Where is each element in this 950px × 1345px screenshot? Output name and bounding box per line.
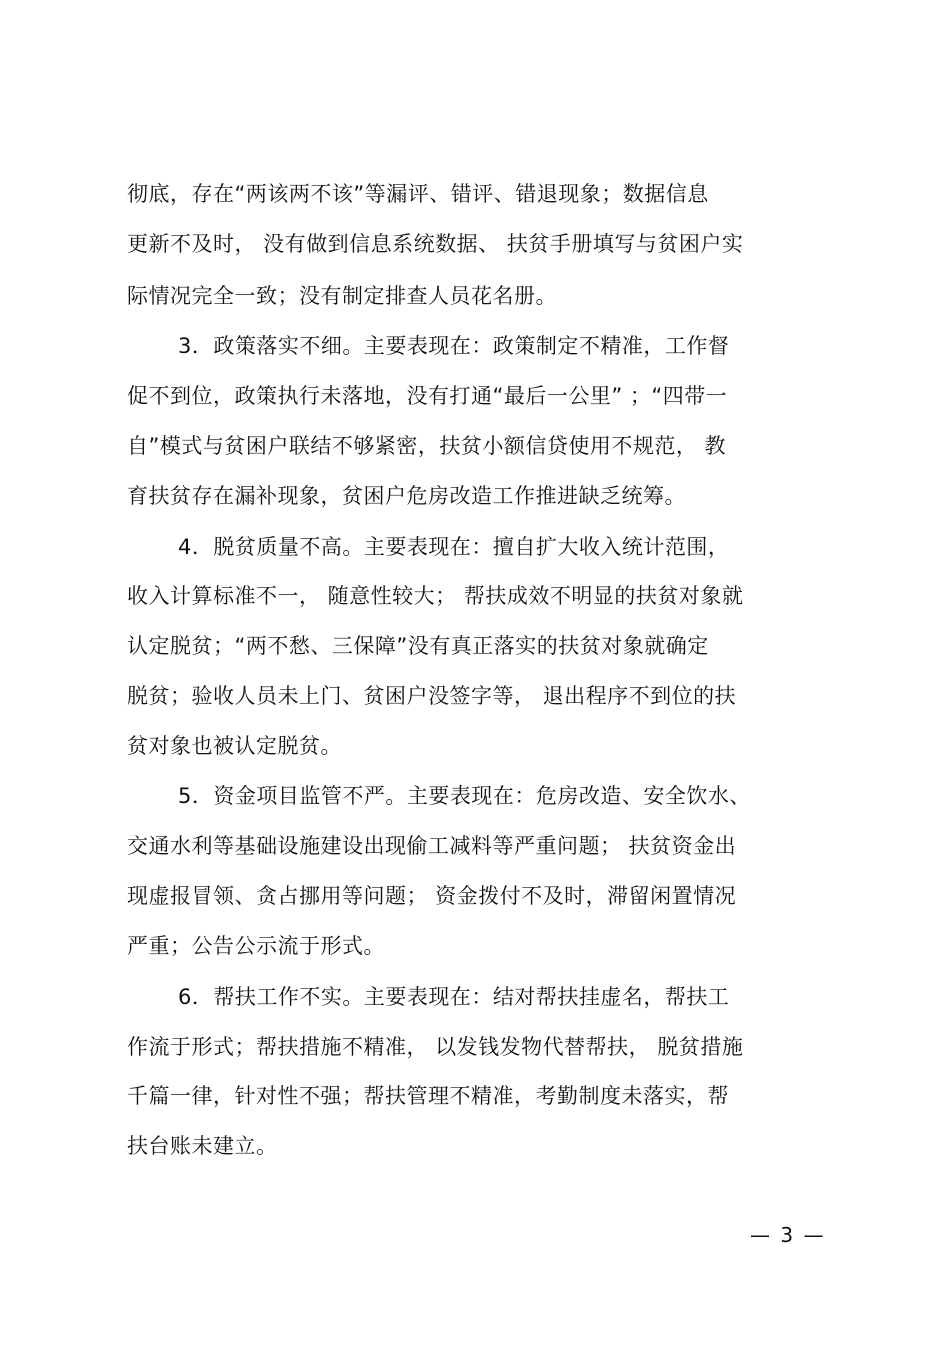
text-line: 更新不及时， 没有做到信息系统数据、 扶贫手册填写与贫困户实 [127,232,744,256]
text-line: 扶台账未建立。 [127,1134,278,1158]
paragraph-5-first-line: 5．资金项目监管不严。主要表现在：危房改造、安全饮水、 [178,784,751,808]
text-line: 交通水利等基础设施建设出现偷工减料等严重问题； 扶贫资金出 [127,834,737,858]
text-line: 作流于形式；帮扶措施不精准， 以发钱发物代替帮扶， 脱贫措施 [127,1035,744,1059]
text-line: 自”模式与贫困户联结不够紧密，扶贫小额信贷使用不规范， 教 [127,434,727,458]
text-line: 脱贫；验收人员未上门、贫困户没签字等， 退出程序不到位的扶 [127,684,737,708]
text-line: 贫对象也被认定脱贫。 [127,734,342,758]
paragraph-3-first-line: 3．政策落实不细。主要表现在：政策制定不精准，工作督 [178,334,730,358]
text-line: 认定脱贫；“两不愁、三保障”没有真正落实的扶贫对象就确定 [127,634,709,658]
text-line: 现虚报冒领、贪占挪用等问题； 资金拨付不及时，滞留闲置情况 [127,884,737,908]
text-line: 严重；公告公示流于形式。 [127,934,385,958]
text-line: 彻底，存在“两该两不该”等漏评、错评、错退现象；数据信息 [127,182,709,206]
text-line: 千篇一律，针对性不强；帮扶管理不精准，考勤制度未落实，帮 [127,1084,729,1108]
text-line: 促不到位，政策执行未落地，没有打通“最后一公里” ；“四带一 [127,384,728,408]
text-line: 际情况完全一致；没有制定排查人员花名册。 [127,284,557,308]
paragraph-4-first-line: 4．脱贫质量不高。主要表现在：擅自扩大收入统计范围， [178,535,730,559]
text-line: 收入计算标准不一， 随意性较大； 帮扶成效不明显的扶贫对象就 [127,584,744,608]
paragraph-6-first-line: 6．帮扶工作不实。主要表现在：结对帮扶挂虚名，帮扶工 [178,985,730,1009]
page-number: — 3 — [750,1223,826,1247]
text-line: 育扶贫存在漏补现象，贫困户危房改造工作推进缺乏统筹。 [127,484,686,508]
